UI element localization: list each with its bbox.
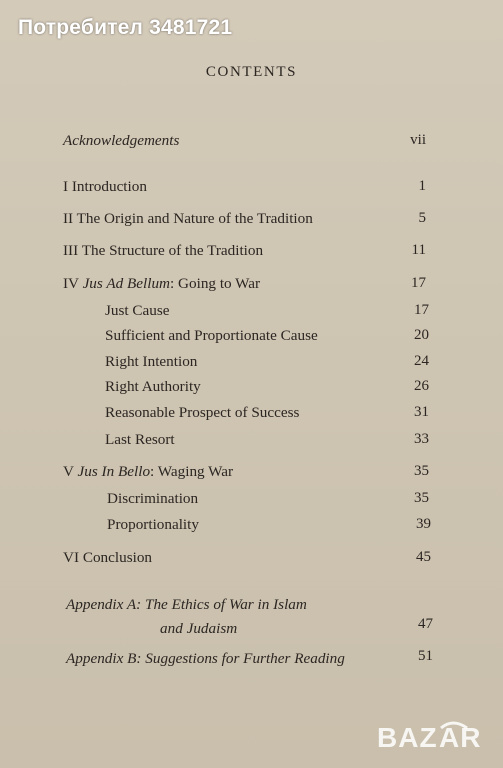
toc-chapter-number: V xyxy=(63,463,74,480)
toc-page-right-intention: 24 xyxy=(414,353,429,369)
user-watermark: Потребител 3481721 xyxy=(18,16,233,39)
toc-page-discrimination: 35 xyxy=(414,490,429,506)
toc-page-jus-in-bello: 35 xyxy=(414,463,429,479)
toc-entry-structure: III The Structure of the Tradition xyxy=(63,242,264,259)
toc-page-sufficient-cause: 20 xyxy=(414,327,429,343)
toc-page-appendix-b: 51 xyxy=(418,648,433,664)
toc-entry-reasonable-prospect: Reasonable Prospect of Success xyxy=(105,404,300,421)
toc-entry-just-cause: Just Cause xyxy=(105,302,170,319)
toc-page-last-resort: 33 xyxy=(414,431,429,447)
toc-entry-right-intention: Right Intention xyxy=(105,353,198,370)
toc-latin-term: Jus Ad Bellum xyxy=(82,275,171,292)
toc-entry-jus-in-bello xyxy=(63,463,233,481)
bazar-logo-mark xyxy=(375,720,495,754)
contents-heading: CONTENTS xyxy=(205,64,298,80)
toc-page-structure: 11 xyxy=(411,242,426,258)
toc-entry-origin: II The Origin and Nature of the Tradition xyxy=(63,210,313,227)
toc-page-appendix-a: 47 xyxy=(418,616,433,632)
toc-chapter-number: IV xyxy=(63,275,79,292)
toc-page-reasonable-prospect: 31 xyxy=(414,404,429,420)
toc-page-jus-ad-bellum: 17 xyxy=(411,275,426,291)
toc-entry-appendix-a-cont: and Judaism xyxy=(160,620,238,637)
svg-text:AR: AR xyxy=(439,722,482,753)
toc-page-acknowledgements: vii xyxy=(410,132,426,148)
toc-entry-discrimination: Discrimination xyxy=(107,490,199,507)
toc-entry-conclusion: VI Conclusion xyxy=(63,549,153,566)
toc-entry-last-resort: Last Resort xyxy=(105,431,175,448)
toc-entry-right-authority: Right Authority xyxy=(105,378,201,395)
toc-entry-proportionality: Proportionality xyxy=(107,516,199,533)
toc-entry-jus-ad-bellum xyxy=(63,275,260,293)
toc-page-right-authority: 26 xyxy=(414,378,429,394)
toc-page-introduction: 1 xyxy=(418,178,426,194)
toc-entry-introduction: I Introduction xyxy=(63,178,147,195)
toc-latin-term: Jus In Bello xyxy=(77,463,151,480)
svg-text:BAZ: BAZ xyxy=(377,722,438,753)
toc-page-conclusion: 45 xyxy=(416,549,431,565)
toc-entry-appendix-a: Appendix A: The Ethics of War in Islam xyxy=(66,596,307,613)
toc-entry-acknowledgements: Acknowledgements xyxy=(63,132,180,149)
toc-entry-appendix-b: Appendix B: Suggestions for Further Reading xyxy=(66,650,345,667)
toc-page-proportionality: 39 xyxy=(416,516,431,532)
bazar-logo xyxy=(375,720,495,762)
toc-page-origin: 5 xyxy=(418,210,426,226)
toc-chapter-rest: : Going to War xyxy=(170,275,261,292)
toc-chapter-rest: : Waging War xyxy=(150,463,234,480)
toc-page-just-cause: 17 xyxy=(414,302,429,318)
toc-entry-sufficient-cause: Sufficient and Proportionate Cause xyxy=(105,327,318,344)
